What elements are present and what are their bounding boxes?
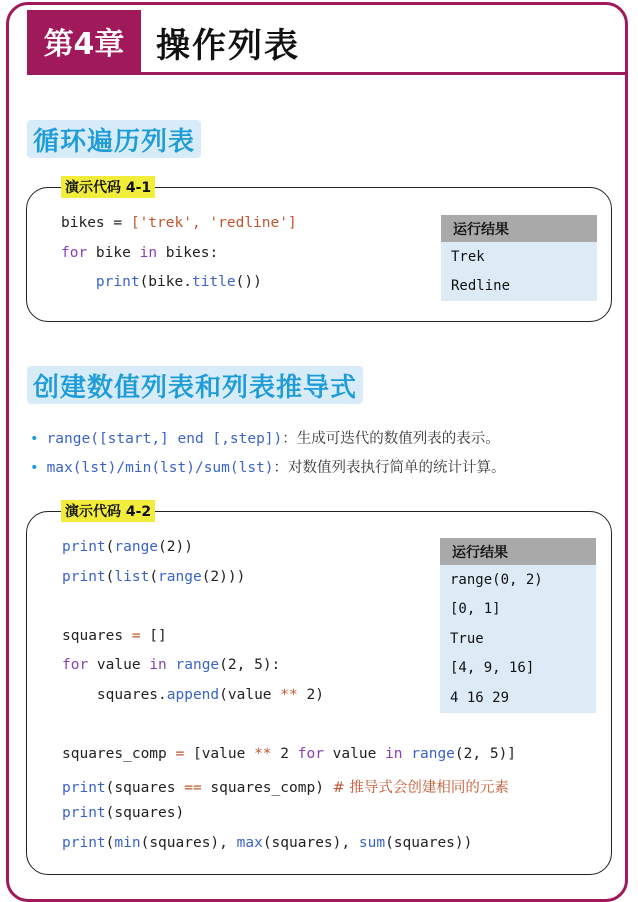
code-token: title [191, 274, 236, 290]
code-token: 2) [297, 687, 324, 703]
code-token: ()) [235, 274, 262, 290]
code-token: in [139, 244, 158, 261]
code-line [62, 628, 167, 644]
code-token: squares_comp [62, 746, 176, 763]
demo-code-panel-1 [26, 180, 612, 322]
result-line: Redline [451, 278, 511, 295]
code-token: ( [105, 568, 115, 585]
result-line: 4 16 29 [450, 689, 510, 706]
chapter-number: 第4章 [27, 10, 141, 72]
code-token: print [62, 568, 106, 585]
result-box-2 [440, 538, 596, 713]
code-token: (bike. [139, 274, 192, 290]
code-token: in [149, 657, 167, 674]
code-token: bikes = [61, 215, 131, 231]
result-box-1 [441, 215, 597, 301]
code-line [62, 569, 245, 585]
code-token: squares_comp) [201, 779, 333, 796]
code-token: (2, 5)] [454, 746, 517, 763]
code-token: value [323, 746, 386, 763]
code-line [62, 657, 280, 673]
code-token: squares. [62, 687, 167, 703]
code-token: = [131, 627, 141, 644]
code-token: max [236, 835, 263, 851]
demo-code-panel-2 [26, 504, 612, 875]
code-token: ( [149, 568, 159, 585]
result-line: range(0, 2) [450, 571, 543, 588]
section-title-loop: 循环遍历列表 [27, 120, 201, 158]
code-token: bikes: [157, 244, 219, 261]
code-line [62, 746, 516, 762]
code-token: (value [219, 687, 281, 703]
result-line: Trek [451, 248, 485, 265]
code-token: for [297, 746, 324, 763]
bullet-item-stats [30, 456, 506, 477]
bullet-dot: • [30, 431, 39, 447]
chapter-divider [27, 72, 627, 75]
code-line [61, 274, 262, 290]
code-line [61, 245, 218, 261]
bullet-code: range([start,] end [,step]) [46, 431, 283, 447]
code-token: print [62, 805, 106, 822]
code-token: list [114, 568, 150, 585]
code-token: print [62, 779, 106, 796]
code-line [62, 835, 472, 851]
code-token: range [411, 746, 455, 763]
code-token: [] [140, 627, 167, 644]
code-token: range [158, 568, 202, 585]
code-token: ** [280, 687, 298, 703]
code-token: in [385, 746, 403, 763]
code-token: (squares)) [385, 835, 473, 851]
code-token: == [184, 779, 202, 796]
code-token: ( [105, 539, 115, 555]
code-token: min [114, 835, 141, 851]
code-token: sum [358, 835, 386, 851]
code-token: ['trek', 'redline'] [130, 215, 297, 231]
code-token: for [62, 657, 89, 674]
code-token: squares [62, 627, 132, 644]
bullet-dot: • [30, 460, 39, 476]
code-token [403, 746, 412, 762]
code-token: (squares), [262, 835, 359, 851]
code-line [61, 215, 297, 231]
code-token: value [88, 657, 150, 674]
code-token: ( [105, 835, 115, 851]
demo-label-1: 演示代码 4-1 [61, 176, 155, 198]
code-token: bike [87, 244, 140, 261]
code-token: range [114, 539, 159, 555]
code-token: for [61, 244, 88, 261]
code-token: print [95, 274, 140, 290]
code-token: print [62, 539, 106, 555]
code-token [61, 274, 96, 290]
code-token: (squares), [140, 835, 237, 851]
code-token: print [62, 835, 106, 851]
code-token: = [175, 746, 185, 763]
result-line: True [450, 630, 484, 647]
code-token: [value [184, 746, 255, 763]
result-title-1: 运行结果 [441, 215, 597, 242]
code-token: append [166, 687, 220, 703]
code-token: (2))) [201, 568, 246, 585]
demo-label-2: 演示代码 4-2 [61, 500, 155, 522]
code-token: (2)) [158, 539, 193, 555]
section-title-numeric: 创建数值列表和列表推导式 [27, 366, 363, 404]
result-title-2: 运行结果 [440, 538, 596, 565]
bullet-item-range [30, 427, 500, 448]
code-token: 2 [271, 746, 298, 763]
code-token: (squares) [105, 805, 185, 822]
bullet-text: ：对数值列表执行简单的统计计算。 [273, 460, 506, 476]
chapter-title: 操作列表 [156, 26, 300, 66]
code-line [62, 539, 193, 555]
result-line: [4, 9, 16] [450, 660, 535, 677]
bullet-code: max(lst)/min(lst)/sum(lst) [46, 460, 274, 476]
code-token: (2, 5): [219, 657, 281, 674]
bullet-text: ：生成可迭代的数值列表的表示。 [282, 431, 500, 447]
code-line [62, 687, 324, 703]
code-line [62, 776, 509, 797]
code-line [62, 805, 184, 821]
code-token: range [175, 657, 220, 674]
code-token [167, 657, 176, 673]
code-token: ** [254, 746, 272, 763]
code-token: (squares [105, 779, 185, 796]
result-line: [0, 1] [450, 601, 501, 618]
code-token: # 推导式会创建相同的元素 [332, 779, 509, 796]
